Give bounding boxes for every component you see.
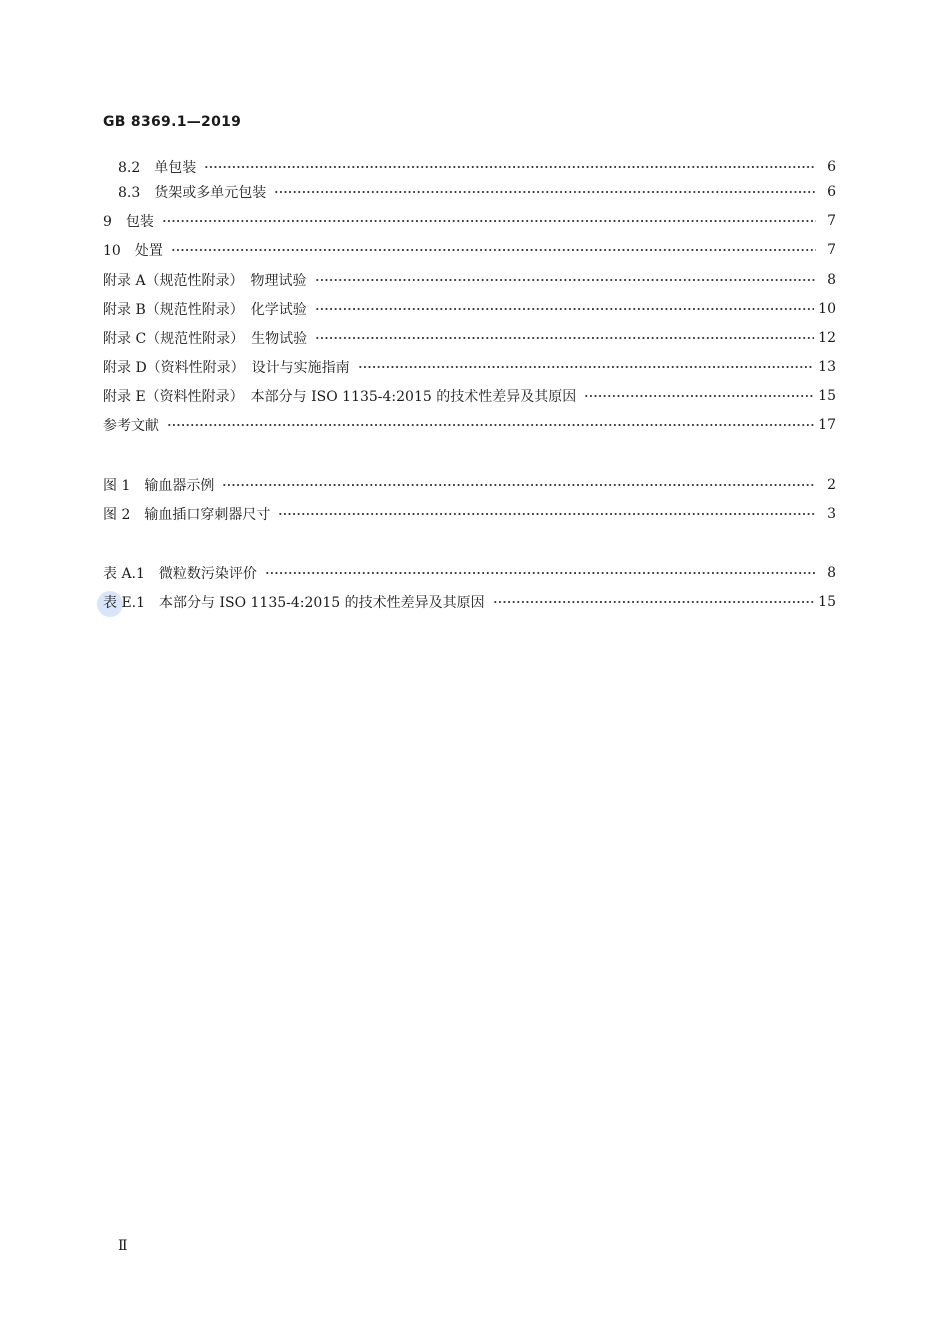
page-number: Ⅱ (118, 1238, 128, 1254)
toc-leader-dots (222, 475, 816, 495)
toc-entry-label: 附录 E（资料性附录） 本部分与 ISO 1135-4:2015 的技术性差异及其原因 (103, 389, 577, 405)
toc-entry-label: 9 包装 (103, 214, 154, 230)
toc-entry-page: 12 (818, 330, 836, 346)
toc-entry-8-3[interactable] (118, 182, 836, 202)
toc-entry-page: 6 (827, 159, 836, 175)
toc-entry-annex-c[interactable] (103, 328, 836, 348)
toc-entry-page: 13 (818, 359, 836, 375)
toc-entry-label: 附录 A（规范性附录） 物理试验 (103, 273, 307, 289)
toc-leader-dots (265, 563, 816, 583)
toc-entry-page: 15 (818, 388, 836, 404)
toc-entry-references[interactable] (103, 415, 836, 435)
toc-entry-9[interactable] (103, 211, 836, 231)
toc-leader-dots (315, 270, 816, 290)
toc-entry-label: 附录 C（规范性附录） 生物试验 (103, 331, 308, 347)
toc-entry-page: 6 (827, 184, 836, 200)
toc-leader-dots (204, 157, 816, 177)
toc-leader-dots (493, 592, 815, 612)
toc-entry-label: 10 处置 (103, 243, 163, 259)
toc-entry-10[interactable] (103, 240, 836, 260)
figure-entry-label: 图 1 输血器示例 (103, 478, 215, 494)
table-entry-page: 15 (818, 594, 836, 610)
standard-number: GB 8369.1—2019 (103, 114, 242, 130)
figure-entry-1[interactable] (103, 475, 836, 495)
toc-leader-dots (584, 386, 814, 406)
toc-entry-page: 8 (827, 272, 836, 288)
table-entry-e1[interactable] (103, 592, 836, 612)
table-entry-label: 表 E.1 本部分与 ISO 1135-4:2015 的技术性差异及其原因 (103, 595, 485, 611)
toc-entry-annex-e[interactable] (103, 386, 836, 406)
toc-entry-annex-b[interactable] (103, 299, 836, 319)
toc-leader-dots (278, 504, 816, 524)
toc-entry-label: 8.3 货架或多单元包装 (118, 185, 267, 201)
table-entry-a1[interactable] (103, 563, 836, 583)
table-entry-label: 表 A.1 微粒数污染评价 (103, 566, 257, 582)
toc-entry-annex-d[interactable] (103, 357, 836, 377)
toc-leader-dots (358, 357, 814, 377)
table-entry-page: 8 (827, 565, 836, 581)
toc-leader-dots (167, 415, 814, 435)
toc-entry-label: 附录 D（资料性附录） 设计与实施指南 (103, 360, 350, 376)
toc-entry-page: 17 (818, 417, 836, 433)
toc-entry-annex-a[interactable] (103, 270, 836, 290)
toc-entry-label: 附录 B（规范性附录） 化学试验 (103, 302, 307, 318)
figure-entry-page: 3 (827, 506, 836, 522)
figure-entry-page: 2 (827, 477, 836, 493)
toc-entry-page: 7 (827, 213, 836, 229)
toc-leader-dots (162, 211, 816, 231)
toc-leader-dots (274, 182, 816, 202)
figure-entry-label: 图 2 输血插口穿刺器尺寸 (103, 507, 271, 523)
toc-entry-page: 7 (827, 242, 836, 258)
toc-entry-8-2[interactable] (118, 157, 836, 177)
figure-entry-2[interactable] (103, 504, 836, 524)
toc-leader-dots (171, 240, 816, 260)
toc-entry-label: 参考文献 (103, 418, 159, 434)
toc-entry-page: 10 (818, 301, 836, 317)
toc-leader-dots (315, 299, 814, 319)
toc-leader-dots (315, 328, 814, 348)
toc-entry-label: 8.2 单包装 (118, 160, 197, 176)
